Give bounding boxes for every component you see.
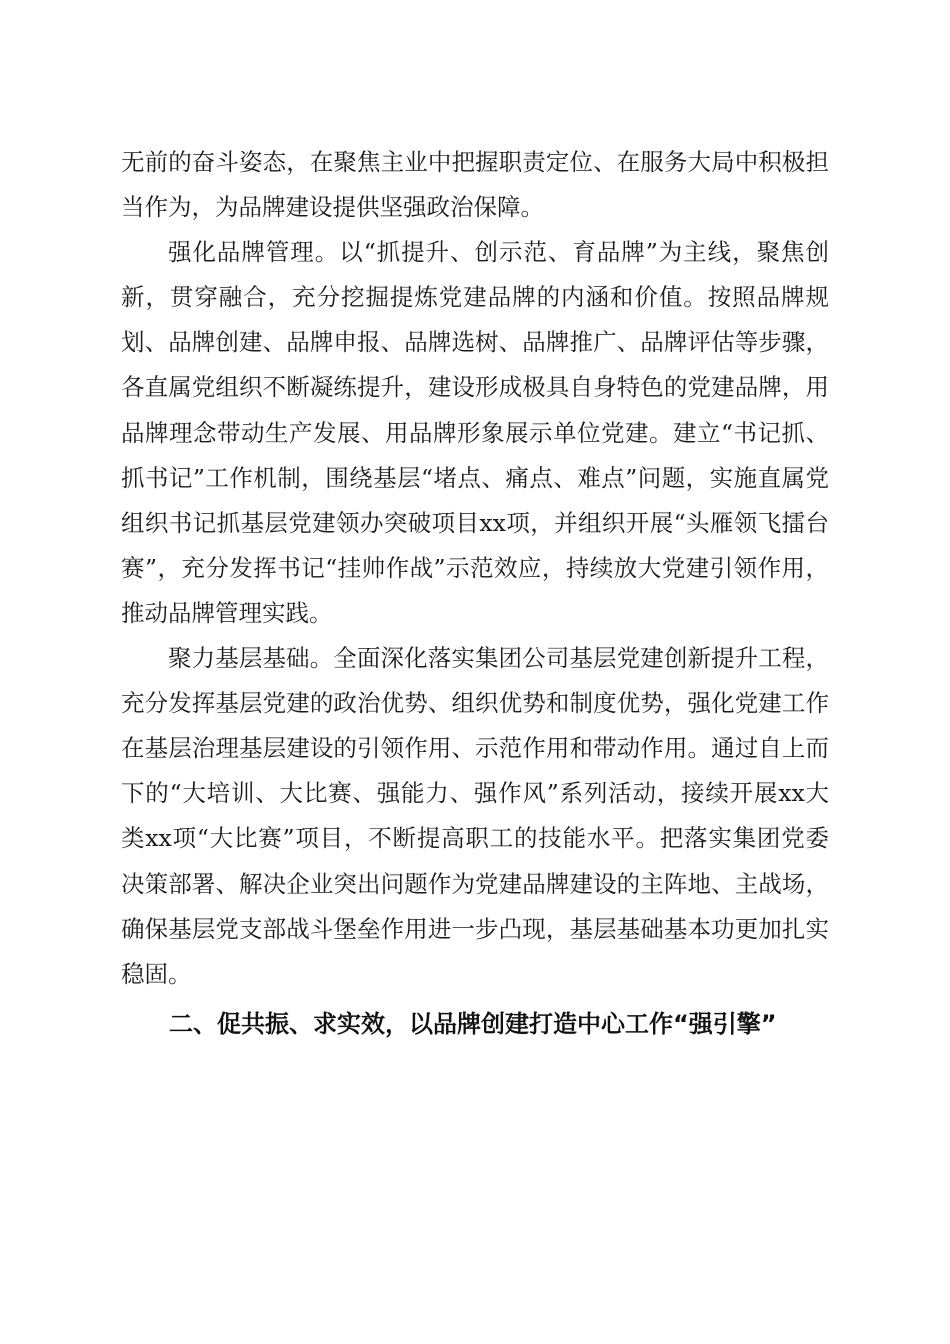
paragraph-continuation: 无前的奋斗姿态，在聚焦主业中把握职责定位、在服务大局中积极担当作为，为品牌建设提供坚强政治保障。 <box>121 148 829 222</box>
paragraph-brand-management: 强化品牌管理。以“抓提升、创示范、育品牌”为主线，聚焦创新，贯穿融合，充分挖掘提炼党建品牌的内涵和价值。按照品牌规划、品牌创建、品牌申报、品牌选树、品牌推广、品牌评估等步骤，各直属党组织不断凝练提升，建设形成极具自身特色的党建品牌，用品牌理念带动生产发展、用品牌形象展示单位党建。建立“书记抓、抓书记”工作机制，围绕基层“堵点、痛点、难点”问题，实施直属党组织书记抓基层党建领办突破项目xx项，并组织开展“头雁领飞擂台赛”，充分发挥书记“挂帅作战”示范效应，持续放大党建引领作用，推动品牌管理实践。 <box>121 238 829 627</box>
section-heading: 二、促共振、求实效，以品牌创建打造中心工作“强引擎” <box>169 1009 777 1038</box>
paragraph-grassroots-foundation: 聚力基层基础。全面深化落实集团公司基层党建创新提升工程，充分发挥基层党建的政治优势、组织优势和制度优势，强化党建工作在基层治理基层建设的引领作用、示范作用和带动作用。通过自上而下的“大培训、大比赛、强能力、强作风”系列活动，接续开展xx大类xx项“大比赛”项目，不断提高职工的技能水平。把落实集团党委决策部署、解决企业突出问题作为党建品牌建设的主阵地、主战场，确保基层党支部战斗堡垒作用进一步凸现，基层基础基本功更加扎实稳固。 <box>121 644 829 988</box>
document-body <box>121 140 829 1047</box>
